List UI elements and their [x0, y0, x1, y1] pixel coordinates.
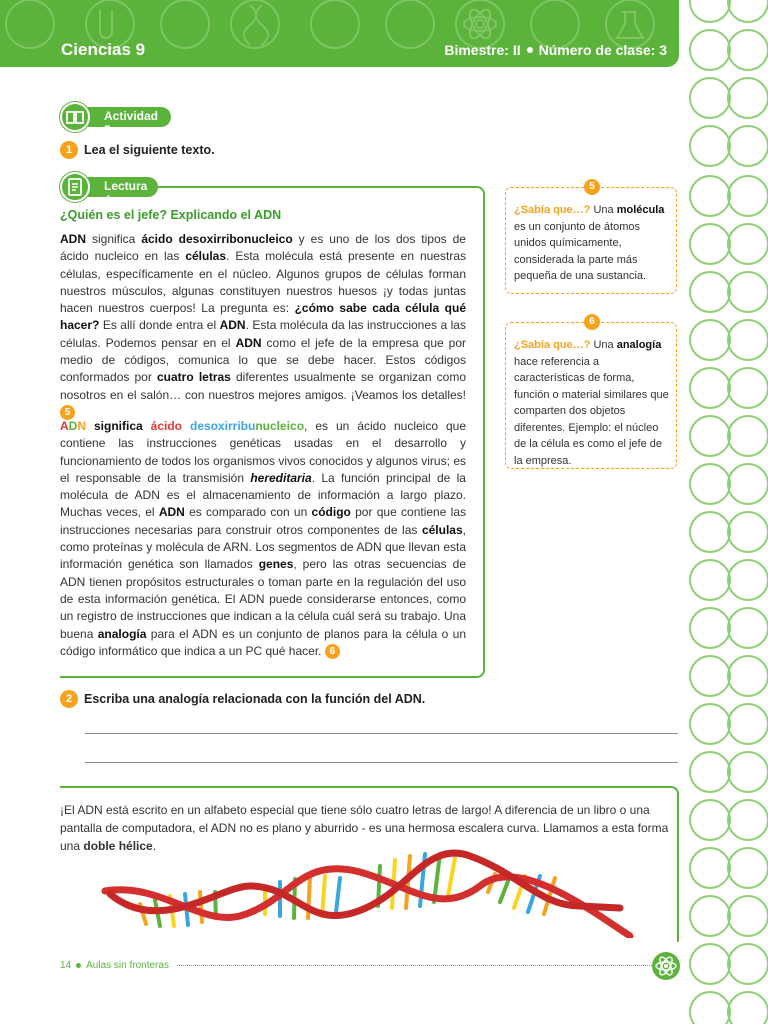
key-question: ¿cómo sabe cada célula qué hacer?: [60, 301, 467, 333]
molecule-icon: [386, 0, 434, 48]
test-tube-icon: [690, 176, 730, 216]
page-number: 14: [60, 959, 72, 971]
atom-icon: [690, 126, 730, 166]
test-tube-icon: [690, 848, 730, 888]
flask-icon: [728, 656, 768, 696]
step-number-2: 2: [60, 690, 78, 708]
flask-icon: [728, 800, 768, 840]
flask-icon: [606, 0, 654, 48]
footer-brand: Aulas sin fronteras: [86, 959, 169, 971]
molecule-icon: [728, 176, 768, 216]
test-tube-icon: [690, 464, 730, 504]
microscope-icon: [728, 78, 768, 118]
book-icon: [60, 102, 90, 132]
reference-5-marker[interactable]: 5: [60, 405, 75, 420]
test-tube-icon: [728, 560, 768, 600]
leaf-icon: [690, 896, 730, 936]
step-2-text: Escriba una analogía relacionada con la función del ADN.: [84, 692, 426, 706]
atom-icon: [652, 952, 680, 980]
step-1-text: Lea el siguiente texto.: [84, 143, 215, 157]
answer-line-2[interactable]: [85, 762, 678, 763]
test-tube-icon: [728, 704, 768, 744]
step-1: [60, 141, 215, 159]
leaf-icon: [728, 224, 768, 264]
separator-dot: [527, 47, 533, 53]
footer-dot: [76, 963, 81, 968]
reading-paragraph-1: ADN significa ácido desoxirribonucleico y es uno de los dos tipos de ácido nucleico en las células. Esta molécula está presente en nuestras células, específicamente en el núcleo. Algunos grupos de células forman nuestros músculos, algunas constituyen nuestros huesos ¡y todas juntas hacen nuestros cuerpos! La pregunta es: ¿cómo sabe cada célula qué hacer? Es allí donde entra el ADN. Esta molécula da las instrucciones a las células. Podemos pensar en el ADN como el jefe de la empresa que por medio de códigos, comunica lo que se debe hacer. Estos códigos conformados por cuatro letras diferentes usualmente se organizan como nosotros en el salón… con nuestros mejores amigos. ¡Veamos los detalles! 5: [60, 232, 467, 419]
side-science-icons: [688, 0, 768, 1024]
term-celulas: células: [185, 249, 227, 264]
frog-icon: [311, 0, 359, 48]
test-tube-icon: [690, 320, 730, 360]
molecule-icon: [728, 848, 768, 888]
flask-icon: [690, 416, 730, 456]
term-doble-helice: doble hélice: [83, 839, 153, 853]
molecule-icon: [728, 368, 768, 408]
microscope-icon: [531, 0, 579, 48]
flask-icon: [728, 464, 768, 504]
footer-dotted-line: [177, 965, 660, 966]
flask-icon: [690, 800, 730, 840]
subject-title: Ciencias 9: [61, 40, 146, 59]
microscope-icon: [690, 78, 730, 118]
dna-icon: [690, 512, 730, 552]
molecule-icon: [728, 512, 768, 552]
reading-icon: [60, 172, 90, 202]
flask-icon: [690, 704, 730, 744]
reference-6-marker[interactable]: 6: [325, 644, 340, 659]
leaf-icon: [690, 224, 730, 264]
did-you-know-number-5: 5: [584, 179, 600, 195]
flask-icon: [728, 126, 768, 166]
molecule-icon: [728, 0, 768, 22]
molecule-icon: [728, 608, 768, 648]
step-number-1: 1: [60, 141, 78, 159]
atom-icon: [728, 944, 768, 984]
microscope-icon: [690, 608, 730, 648]
molecule-icon: [728, 752, 768, 792]
reading-label: Lectura 4: [104, 179, 148, 207]
term-adn: ADN: [60, 232, 86, 246]
molecule-icon: [690, 560, 730, 600]
double-helix-illustration: [100, 846, 635, 938]
class-info: [444, 42, 667, 58]
test-tube-icon: [161, 0, 209, 48]
atom-icon: [728, 272, 768, 312]
molecule-icon: [690, 272, 730, 312]
test-tube-icon: [728, 992, 768, 1024]
leaf-icon: [728, 896, 768, 936]
flask-icon: [728, 30, 768, 70]
term-cuatro-letras: cuatro letras: [157, 370, 231, 385]
dna-info-text: ¡El ADN está escrito en un alfabeto especial que tiene sólo cuatro letras de largo! A diferencia de un libro o una pantalla de computadora, el ADN no es plano y aburrido - es una hermosa escalera curva. Llamamos a esta forma una doble hélice.: [60, 803, 669, 853]
test-tube-icon: [690, 30, 730, 70]
class-number-label: Número de clase: 3: [538, 42, 667, 58]
molecule-icon: [690, 944, 730, 984]
atom-icon: [690, 0, 730, 22]
bimestre-label: Bimestre: II: [444, 42, 521, 58]
page-footer: [60, 958, 660, 972]
microscope-icon: [690, 752, 730, 792]
step-2: [60, 690, 425, 708]
answer-line-1[interactable]: [85, 733, 678, 734]
frog-icon: [690, 368, 730, 408]
reading-paragraph-2: ADN significa ácido desoxirribunucleico, es un ácido nucleico que contiene las instrucciones genéticas usadas en el desarrollo y funcionamiento de todos los organismos vivos conocidos y algunos virus; es el responsable de la transmisión hereditaria. La función principal de la molécula de ADN es el almacenamiento de información a largo plazo. Muchas veces, el ADN es comparado con un código por que contiene las instrucciones necesarias para construir otros componentes de las células, como proteínas y molécula de ARN. Los segmentos de ADN que llevan esta información genética son llamados genes, pero las otras secuencias de ADN tienen propósitos estructurales o toman parte en la regulación del uso de esta información genética. El ADN puede considerarse entonces, como un registro de instrucciones que indican a la célula cuál será su trabajo. Una buena analogía para el ADN es un conjunto de planos para la célula o un código informático que indica a un PC qué hacer. 6: [60, 419, 467, 658]
did-you-know-box-5: 5 ¿Sabía que…? Una molécula es un conjunto de átomos unidos químicamente, considerada la parte más pequeña de una sustancia.: [505, 187, 677, 294]
microscope-icon: [690, 992, 730, 1024]
header-band: [0, 0, 679, 67]
molecule-icon: [6, 0, 54, 48]
leaf-icon: [728, 320, 768, 360]
did-you-know-number-6: 6: [584, 314, 600, 330]
dna-icon: [231, 0, 279, 48]
term-acido-desoxirribonucleico: ácido desoxirribonucleico: [141, 232, 293, 246]
flask-icon: [728, 416, 768, 456]
activity-label: Actividad 5: [104, 109, 159, 137]
atom-icon: [690, 656, 730, 696]
did-you-know-box-6: 6 ¿Sabía que…? Una analogía hace referencia a características de forma, función o material similares que comparten dos objetos diferentes. Ejemplo: el núcleo de la célula es como el jefe de la empresa.: [505, 322, 677, 469]
reading-question: ¿Quién es el jefe? Explicando el ADN: [60, 208, 282, 222]
